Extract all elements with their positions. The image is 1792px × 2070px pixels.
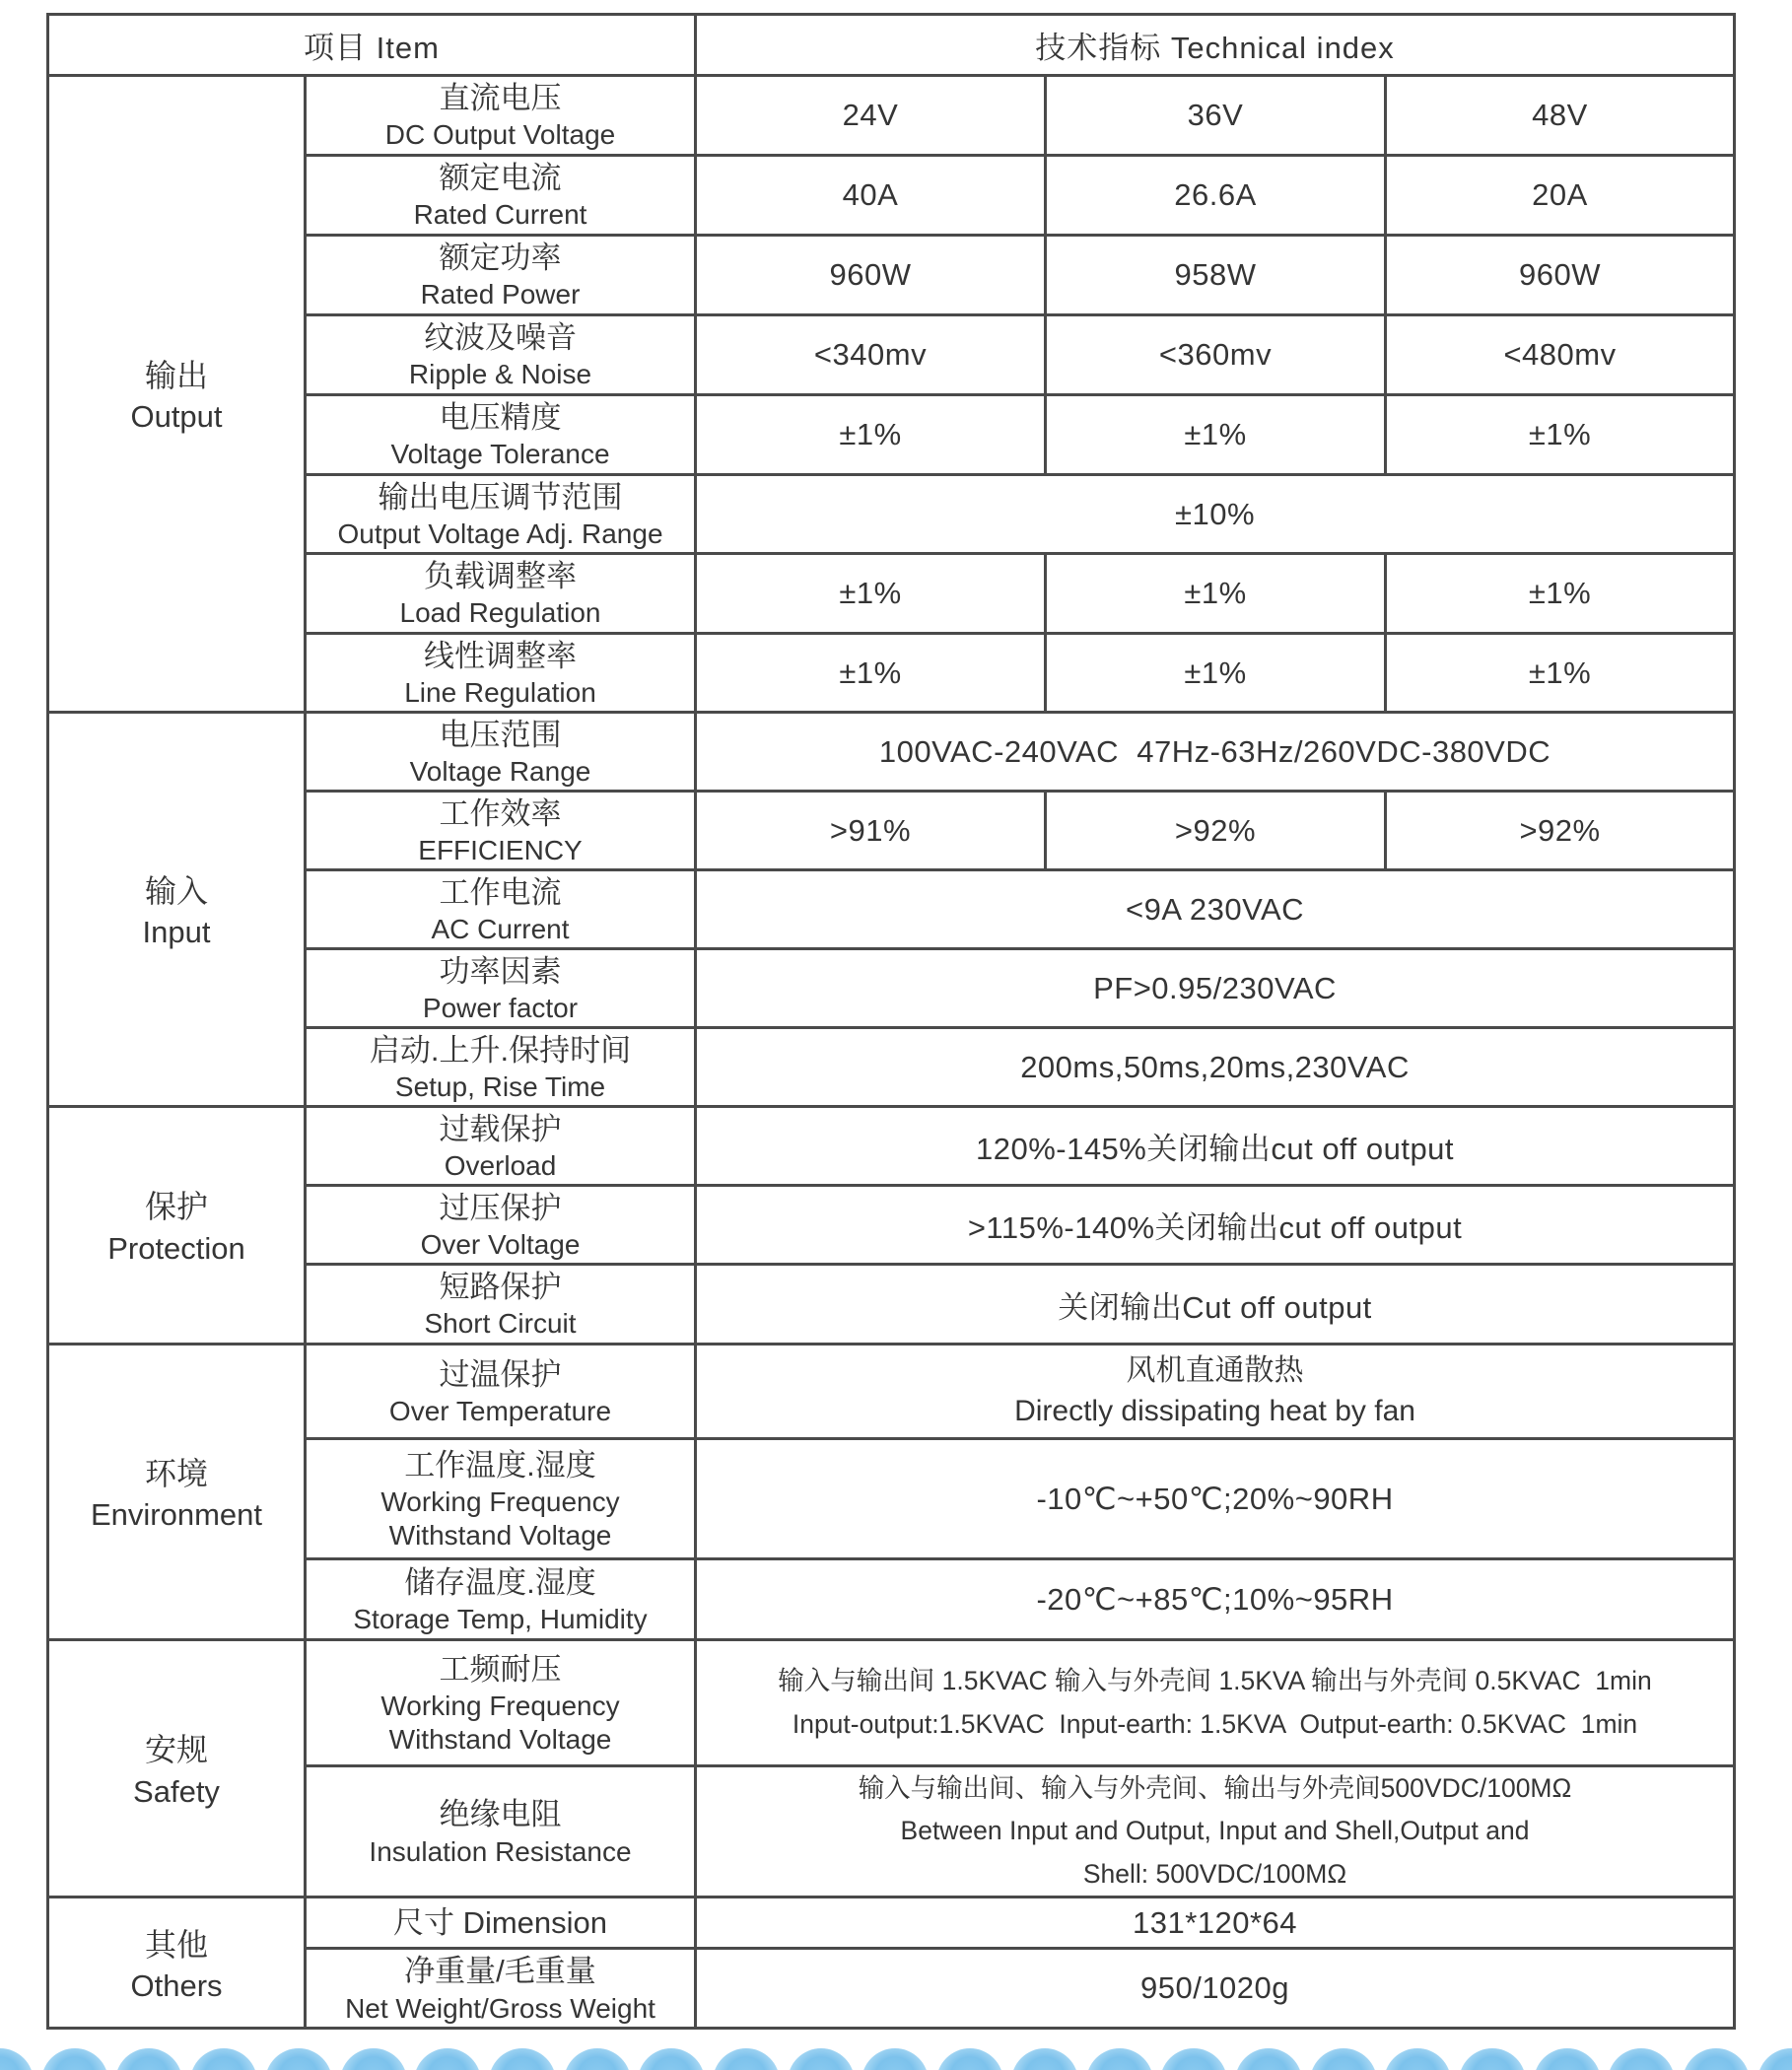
- category-en: Others: [130, 1967, 223, 2003]
- label-en: Withstand Voltage: [388, 1723, 612, 1755]
- label-en: Overload: [444, 1149, 557, 1181]
- decor-circle: [713, 2048, 780, 2070]
- label-en: Rated Current: [413, 199, 587, 231]
- category-zh: 输入: [144, 872, 208, 909]
- value-line: Input-output:1.5KVAC Input-earth: 1.5KVA Output-earth: 0.5KVAC 1min: [792, 1708, 1638, 1739]
- row-value-merged: [696, 713, 1735, 792]
- label-zh: 线性调整率: [424, 638, 577, 673]
- value-line: Between Input and Output, Input and Shell,Output and: [900, 1816, 1530, 1846]
- decor-circle: [1459, 2048, 1526, 2070]
- value-24v: 24V: [842, 98, 899, 132]
- decor-circle: [1310, 2048, 1377, 2070]
- label-en: Withstand Voltage: [388, 1519, 612, 1551]
- decor-circle: [1235, 2048, 1302, 2070]
- header-index-cell: 技术指标 Technical index: [696, 15, 1735, 76]
- label-zh: 工作电流: [439, 874, 562, 910]
- label-en: Working Frequency: [380, 1486, 620, 1518]
- value: -20℃~+85℃;10%~95RH: [1036, 1581, 1394, 1617]
- row-value: [1386, 156, 1735, 236]
- row-label: [306, 1186, 696, 1265]
- row-label: [306, 554, 696, 634]
- value-line: 输入与输出间 1.5KVAC 输入与外壳间 1.5KVA 输出与外壳间 0.5KVAC 1min: [778, 1666, 1652, 1696]
- label-en: Setup, Rise Time: [394, 1070, 606, 1102]
- row-value-merged: [696, 475, 1735, 554]
- section-protection: [48, 1107, 1735, 1345]
- decor-circle: [265, 2048, 332, 2070]
- category-zh: 其他: [144, 1926, 208, 1963]
- category-en: Protection: [107, 1230, 245, 1266]
- row-label: [306, 315, 696, 395]
- decor-circle: [638, 2048, 705, 2070]
- label-en: Net Weight/Gross Weight: [345, 1992, 655, 2024]
- row-value: [1046, 634, 1386, 713]
- label-en: Load Regulation: [399, 597, 601, 629]
- value: ±1%: [1184, 576, 1247, 610]
- row-value: [1386, 792, 1735, 870]
- row-label: [306, 1898, 696, 1949]
- table-header: [48, 15, 1735, 76]
- category-cell-protection: [48, 1107, 306, 1345]
- label-en: Ripple & Noise: [408, 359, 592, 390]
- label-en: AC Current: [431, 913, 570, 944]
- value: 120%-145%关闭输出cut off output: [975, 1132, 1455, 1166]
- value: 950/1020g: [1139, 1970, 1290, 2006]
- row-label: [306, 1028, 696, 1107]
- spec-table: [46, 13, 1736, 2030]
- row-value: [1386, 236, 1735, 315]
- value: 关闭输出Cut off output: [1058, 1289, 1372, 1325]
- category-cell-environment: [48, 1345, 306, 1640]
- decor-circle: [340, 2048, 407, 2070]
- row-label: [306, 475, 696, 554]
- row-label: [306, 395, 696, 475]
- row-value: [1046, 792, 1386, 870]
- category-zh: 输出: [144, 357, 208, 393]
- row-label: [306, 792, 696, 870]
- decor-circle: [414, 2048, 481, 2070]
- label-zh: 工作效率: [439, 795, 562, 831]
- row-label: [306, 1559, 696, 1640]
- row-value: [1046, 395, 1386, 475]
- label-zh: 功率因素: [439, 953, 562, 989]
- value: ±1%: [839, 655, 902, 690]
- row-value: [1046, 315, 1386, 395]
- header-item-cell: 项目 Item: [48, 15, 696, 76]
- label-en: Short Circuit: [424, 1308, 577, 1340]
- label-zh: 负载调整率: [424, 559, 577, 594]
- category-en: Output: [130, 399, 223, 435]
- value: >91%: [829, 812, 912, 848]
- row-value: [1386, 76, 1735, 156]
- decor-circle: [1160, 2048, 1227, 2070]
- decor-circle: [1534, 2048, 1601, 2070]
- decor-circle: [936, 2048, 1003, 2070]
- bottom-scallop-strip: [0, 2024, 1792, 2070]
- value: ±1%: [1528, 417, 1592, 451]
- row-label: [306, 949, 696, 1028]
- row-label: [306, 1345, 696, 1439]
- label-en: Over Temperature: [388, 1395, 612, 1426]
- decor-circle: [489, 2048, 556, 2070]
- label-zh: 启动.上升.保持时间: [369, 1032, 632, 1068]
- row-value: [696, 156, 1046, 236]
- decor-circle: [862, 2048, 929, 2070]
- section-environment: [48, 1345, 1735, 1640]
- value: >115%-140%关闭输出cut off output: [967, 1210, 1463, 1245]
- decor-circle: [1086, 2048, 1153, 2070]
- label-en: Rated Power: [420, 279, 581, 310]
- row-value: [1046, 156, 1386, 236]
- value: ±1%: [1528, 576, 1592, 610]
- value-line: Directly dissipating heat by fan: [1014, 1394, 1415, 1427]
- decor-circle: [1758, 2048, 1792, 2070]
- value-line: 输入与输出间、输入与外壳间、输出与外壳间500VDC/100MΩ: [858, 1773, 1572, 1803]
- category-zh: 保护: [144, 1189, 208, 1225]
- value-line: Shell: 500VDC/100MΩ: [1082, 1858, 1347, 1889]
- row-value-merged: [696, 1949, 1735, 2029]
- row-value: [1386, 634, 1735, 713]
- value: <480mv: [1503, 337, 1617, 372]
- label-zh: 过载保护: [439, 1111, 562, 1146]
- row-value: [696, 554, 1046, 634]
- row-label: [306, 1949, 696, 2029]
- row-label: [306, 1766, 696, 1898]
- label-en: Voltage Tolerance: [390, 439, 610, 470]
- row-value-merged: [696, 1107, 1735, 1186]
- value: 40A: [842, 177, 899, 212]
- decor-circle: [41, 2048, 108, 2070]
- value: >92%: [1519, 812, 1601, 848]
- value-36v: 36V: [1187, 98, 1244, 132]
- row-value-merged: [696, 870, 1735, 949]
- row-value: [1386, 395, 1735, 475]
- value: <340mv: [813, 337, 928, 372]
- row-label: [306, 634, 696, 713]
- value-48v: 48V: [1532, 98, 1588, 132]
- value: 100VAC-240VAC 47Hz-63Hz/260VDC-380VDC: [878, 733, 1551, 769]
- row-value: [1046, 554, 1386, 634]
- category-cell-others: [48, 1898, 306, 2029]
- value: 960W: [1519, 257, 1601, 292]
- label-zh: 额定电流: [439, 161, 562, 196]
- label-zh: 工频耐压: [439, 1651, 562, 1687]
- label-zh: 过压保护: [439, 1190, 562, 1225]
- label-en: Storage Temp, Humidity: [353, 1603, 648, 1634]
- row-value-merged: [696, 1028, 1735, 1107]
- label-zh: 纹波及噪音: [424, 320, 577, 356]
- label-en: EFFICIENCY: [418, 834, 583, 865]
- row-label: [306, 1107, 696, 1186]
- row-label: [306, 156, 696, 236]
- row-label: [306, 76, 696, 156]
- row-value: [1046, 236, 1386, 315]
- row-value: [696, 792, 1046, 870]
- label-en: Working Frequency: [380, 1690, 620, 1722]
- label-zh: 电压精度: [439, 400, 562, 436]
- label-zh: 过温保护: [439, 1356, 562, 1392]
- row-value-merged: [696, 1186, 1735, 1265]
- row-value-merged: [696, 1439, 1735, 1559]
- section-input: [48, 713, 1735, 1107]
- value: PF>0.95/230VAC: [1093, 970, 1337, 1005]
- category-cell-safety: [48, 1640, 306, 1898]
- label-zh: 额定功率: [439, 241, 562, 276]
- decor-circle: [1011, 2048, 1078, 2070]
- row-value: [1386, 554, 1735, 634]
- label-en: DC Output Voltage: [384, 119, 616, 151]
- value: <360mv: [1158, 337, 1273, 372]
- label-zh: 电压范围: [439, 717, 562, 752]
- label-en: Over Voltage: [420, 1228, 581, 1260]
- decor-circle: [1683, 2048, 1750, 2070]
- section-output: [48, 76, 1735, 713]
- row-value-merged: [696, 1640, 1735, 1766]
- row-value-merged: [696, 1559, 1735, 1640]
- value: 131*120*64: [1132, 1904, 1298, 1940]
- value: >92%: [1174, 812, 1257, 848]
- row-value-merged: [696, 1265, 1735, 1345]
- category-zh: 环境: [144, 1455, 208, 1491]
- row-value: [696, 395, 1046, 475]
- value: 20A: [1532, 177, 1588, 212]
- label-zh: 短路保护: [439, 1270, 562, 1305]
- value: <9A 230VAC: [1125, 891, 1305, 927]
- category-zh: 安规: [144, 1732, 208, 1768]
- category-en: Safety: [133, 1773, 220, 1809]
- value-line: 风机直通散热: [1126, 1354, 1304, 1387]
- label-zh: 工作温度.湿度: [404, 1447, 596, 1483]
- row-value: [696, 76, 1046, 156]
- value: ±1%: [1184, 417, 1247, 451]
- decor-circle: [1384, 2048, 1451, 2070]
- label-en: Output Voltage Adj. Range: [337, 518, 663, 549]
- label-zh: 直流电压: [439, 81, 562, 116]
- row-value: [696, 315, 1046, 395]
- label-en: Voltage Range: [409, 755, 591, 787]
- decor-circle: [115, 2048, 182, 2070]
- decor-circle: [1608, 2048, 1675, 2070]
- label-zh: 绝缘电阻: [439, 1797, 562, 1832]
- row-label: [306, 713, 696, 792]
- row-value-merged: [696, 1898, 1735, 1949]
- value: 26.6A: [1174, 177, 1257, 212]
- row-label: [306, 1439, 696, 1559]
- row-label: [306, 1640, 696, 1766]
- label-zh: 净重量/毛重量: [404, 1954, 596, 1989]
- row-value: [1046, 76, 1386, 156]
- category-en: Environment: [90, 1497, 263, 1533]
- label-en: Power factor: [422, 992, 579, 1023]
- decor-circle: [190, 2048, 257, 2070]
- row-label: [306, 870, 696, 949]
- value: ±1%: [1528, 655, 1592, 690]
- label-zh: 输出电压调节范围: [378, 479, 623, 515]
- label: 尺寸 Dimension: [392, 1904, 608, 1940]
- row-value: [1386, 315, 1735, 395]
- value: ±10%: [1174, 496, 1256, 531]
- value: ±1%: [839, 576, 902, 610]
- row-label: [306, 236, 696, 315]
- row-value-merged: [696, 1345, 1735, 1439]
- decor-circle: [0, 2048, 34, 2070]
- section-safety: [48, 1640, 1735, 1898]
- label-en: Line Regulation: [404, 676, 596, 708]
- value: ±1%: [1184, 655, 1247, 690]
- category-cell-input: [48, 713, 306, 1107]
- value: -10℃~+50℃;20%~90RH: [1036, 1481, 1394, 1516]
- decor-circle: [788, 2048, 855, 2070]
- value: 200ms,50ms,20ms,230VAC: [1020, 1049, 1410, 1084]
- row-value-merged: [696, 1766, 1735, 1898]
- row-value-merged: [696, 949, 1735, 1028]
- section-others: [48, 1898, 1735, 2029]
- category-en: Input: [142, 915, 211, 950]
- category-cell-output: [48, 76, 306, 713]
- label-zh: 储存温度.湿度: [404, 1564, 596, 1600]
- decor-circle: [564, 2048, 631, 2070]
- value: 958W: [1174, 257, 1257, 292]
- value: ±1%: [839, 417, 902, 451]
- label-en: Insulation Resistance: [369, 1835, 632, 1867]
- row-label: [306, 1265, 696, 1345]
- value: 960W: [829, 257, 912, 292]
- row-value: [696, 236, 1046, 315]
- row-value: [696, 634, 1046, 713]
